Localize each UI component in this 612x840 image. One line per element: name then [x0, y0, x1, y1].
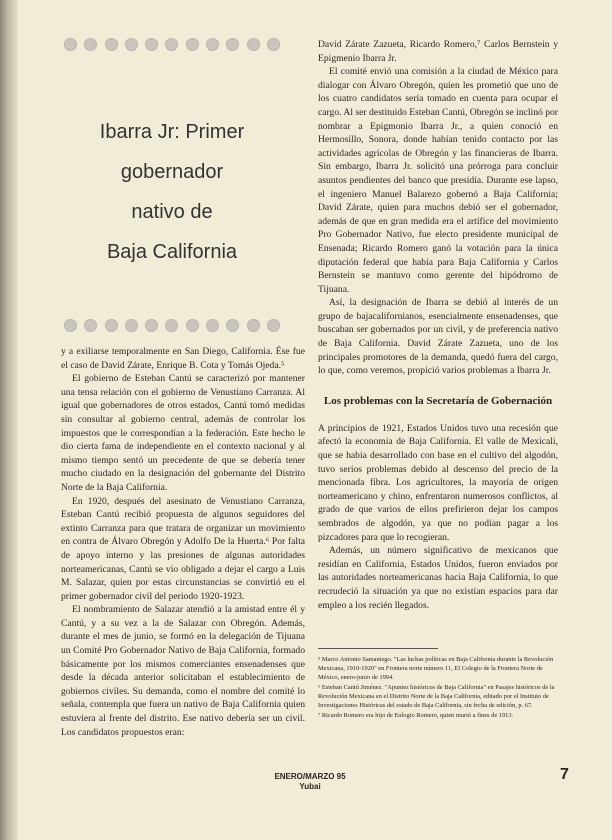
dot-ornament: [105, 319, 118, 332]
dot-ornament: [145, 319, 158, 332]
dot-ornament: [247, 319, 260, 332]
dot-ornament: [247, 38, 260, 51]
dot-ornament: [165, 38, 178, 51]
title-line: Baja California: [106, 241, 238, 263]
body-paragraph: y a exiliarse temporalmente en San Diego, California. Ése fue el caso de David Zárate, Enrique B. Cota y Tomás Ojeda.⁵: [61, 346, 305, 371]
dot-ornament: [125, 319, 138, 332]
footer-magazine: Yubai: [299, 782, 321, 791]
decorative-dots-bottom: [64, 318, 280, 332]
right-column: [318, 38, 558, 721]
page-spine-shadow: [0, 0, 18, 840]
body-paragraph: El comité envió una comisión a la ciudad de México para dialogar con Álvaro Obregón, quien les prometió que uno de los cuatro candidatos sería tomado en cuenta para ocupar el cargo. Al ser destituido Esteban Cantú, Obregón se inclinó por nombrar a Epigmonio Ibarra Jr., a quien conoció en Hermosillo, Sonora, donde habían tenido contacto por las actividades agrícolas de Obregón y las financieras de Ibarra. Sin embargo, Ibarra Jr. solicitó una prórroga para concluir asuntos pendientes del banco que presidía. Durante ese lapso, el ingeniero Manuel Balarezo gobernó a Baja California; David Zárate, quien para muchos debió ser el gobernador, además de que en gran medida era el artífice del movimiento Pro Gobernador Nativo, fue electo presidente municipal de Ensenada; Ricardo Romero ganó la votación para la única diputación federal que había para Baja California y Carlos Bernstein se mantuvo como gerente del hipódromo de Tijuana.: [318, 66, 558, 295]
dot-ornament: [165, 319, 178, 332]
title-line: nativo de: [131, 201, 213, 223]
body-paragraph: Así, la designación de Ibarra se debió al interés de un grupo de bajacalifornianos, esencialmente ensenadenses, que buscaban ser gobernados por un civil, y de preferencia nativo de Baja California. David Zárate Zazueta, uno de los principales promotores de la demanda, quedó fuera del cargo, lo que, como veremos, propició varios problemas a Ibarra Jr.: [318, 297, 558, 377]
dot-ornament: [186, 319, 199, 332]
body-paragraph: A principios de 1921, Estados Unidos tuvo una recesión que afectó la economía de Baja California. El valle de Mexicali, que se había desarrollado con base en el cultivo del algodón, tuvo serios problemas debido al descenso del precio de la mencionada fibra. Los agricultores, la mayoría de origen norteamericano y chino, enfrentaron numerosos conflictos, al grado de que varios de ellos prefirieron dejar los campos sembrados de algodón, ya que no podían pagar a los pizcadores para que lo recogieran.: [318, 422, 558, 543]
footnote: ⁵ Marco Antonio Samaniego. "Las luchas políticas en Baja California durante la Revolución Mexicana, 1910-1920" en Frontera norte número 11, El Colegio de la Frontera Norte de México, enero-junio de 1994.: [318, 656, 554, 682]
body-paragraph: El nombramiento de Salazar atendió a la amistad entre él y Cantú, y a su vez a la de Salazar con Obregón. Además, durante el mes de junio, se formó en la delegación de Tijuana un Comité Pro Gobernador Nativo de Baja California, formado básicamente por los mismos comerciantes ensenadenses que desde la década anterior solicitaban el establecimiento de gobiernos civiles. Su demanda, como el nombre del comité lo señala, contempla que fuera un nativo de Baja California quien estuviera al frente del distrito. Ese nativo debería ser un civil. Los candidatos propuestos eran:: [61, 604, 305, 738]
left-column: [61, 345, 305, 739]
footnote: ⁷ Ricardo Romero era hijo de Eulogio Romero, quien murió a fines de 1913.: [318, 712, 514, 720]
page-number: 7: [560, 766, 569, 783]
body-paragraph: David Zárate Zazueta, Ricardo Romero,⁷ Carlos Bernstein y Epigmenio Ibarra Jr.: [318, 39, 558, 64]
section-heading: Los problemas con la Secretaría de Gobernación: [323, 394, 553, 407]
dot-ornament: [267, 38, 280, 51]
body-paragraph: El gobierno de Esteban Cantú se caracterizó por mantener una tensa relación con el gobierno de Venustiano Carranza. Al igual que gobernadores de otros estados, Cantú tomó medidas sin consultar al gobierno central, además de controlar los impuestos que le correspondían a la federación. Este hecho le dio cierta fama de independiente en el contexto nacional y al mismo tiempo sentó un precedente de que se debería tener mucho ciudado en la designación del gobernante del Distrito Norte de la Baja California.: [61, 373, 305, 493]
dot-ornament: [105, 38, 118, 51]
footer-issue: ENERO/MARZO 95: [274, 772, 346, 781]
dot-ornament: [84, 38, 97, 51]
dot-ornament: [226, 38, 239, 51]
dot-ornament: [267, 319, 280, 332]
body-paragraph: En 1920, después del asesinato de Venustiano Carranza, Esteban Cantú recibió propuesta de algunos seguidores del extinto Carranza para que tratara de organizar un movimiento en contra de Álvaro Obregón y Adolfo De la Huerta.⁶ Por falta de apoyo interno y las presiones de algunas autoridades norteamericanas, Cantú se vio obligado a dejar el cargo a Luis M. Salazar, quien por estas circunstancias se convirtió en el primer gobernador civil del periodo 1920-1923.: [61, 495, 305, 602]
body-paragraph: Además, un número significativo de mexicanos que residían en California, Estados Unidos, fueron enviados por las autoridades norteamericanas hacia Baja California, lo que recrudeció la situación ya que no existían espacios para dar empleo a los recién llegados.: [318, 545, 558, 611]
page-footer: [250, 772, 370, 792]
footnote-divider: [318, 648, 438, 649]
dot-ornament: [64, 38, 77, 51]
dot-ornament: [145, 38, 158, 51]
dot-ornament: [186, 38, 199, 51]
footnotes: [318, 648, 558, 720]
dot-ornament: [64, 319, 77, 332]
footnote: ⁶ Esteban Cantú Jiménez. "Apuntes históricos de Baja California" en Pasajes históricos de la Revolución Mexicana en el Distrito Norte de la Baja California, editado por el Instituto de Investigaciones Históricas del estado de Baja California, sin fecha de edición, p. 67.: [318, 684, 555, 710]
article-title: [60, 112, 284, 272]
dot-ornament: [206, 38, 219, 51]
dot-ornament: [206, 319, 219, 332]
decorative-dots-top: [64, 37, 280, 51]
title-line: gobernador: [120, 161, 224, 183]
dot-ornament: [84, 319, 97, 332]
dot-ornament: [125, 38, 138, 51]
title-line: Ibarra Jr: Primer: [99, 121, 245, 143]
dot-ornament: [226, 319, 239, 332]
